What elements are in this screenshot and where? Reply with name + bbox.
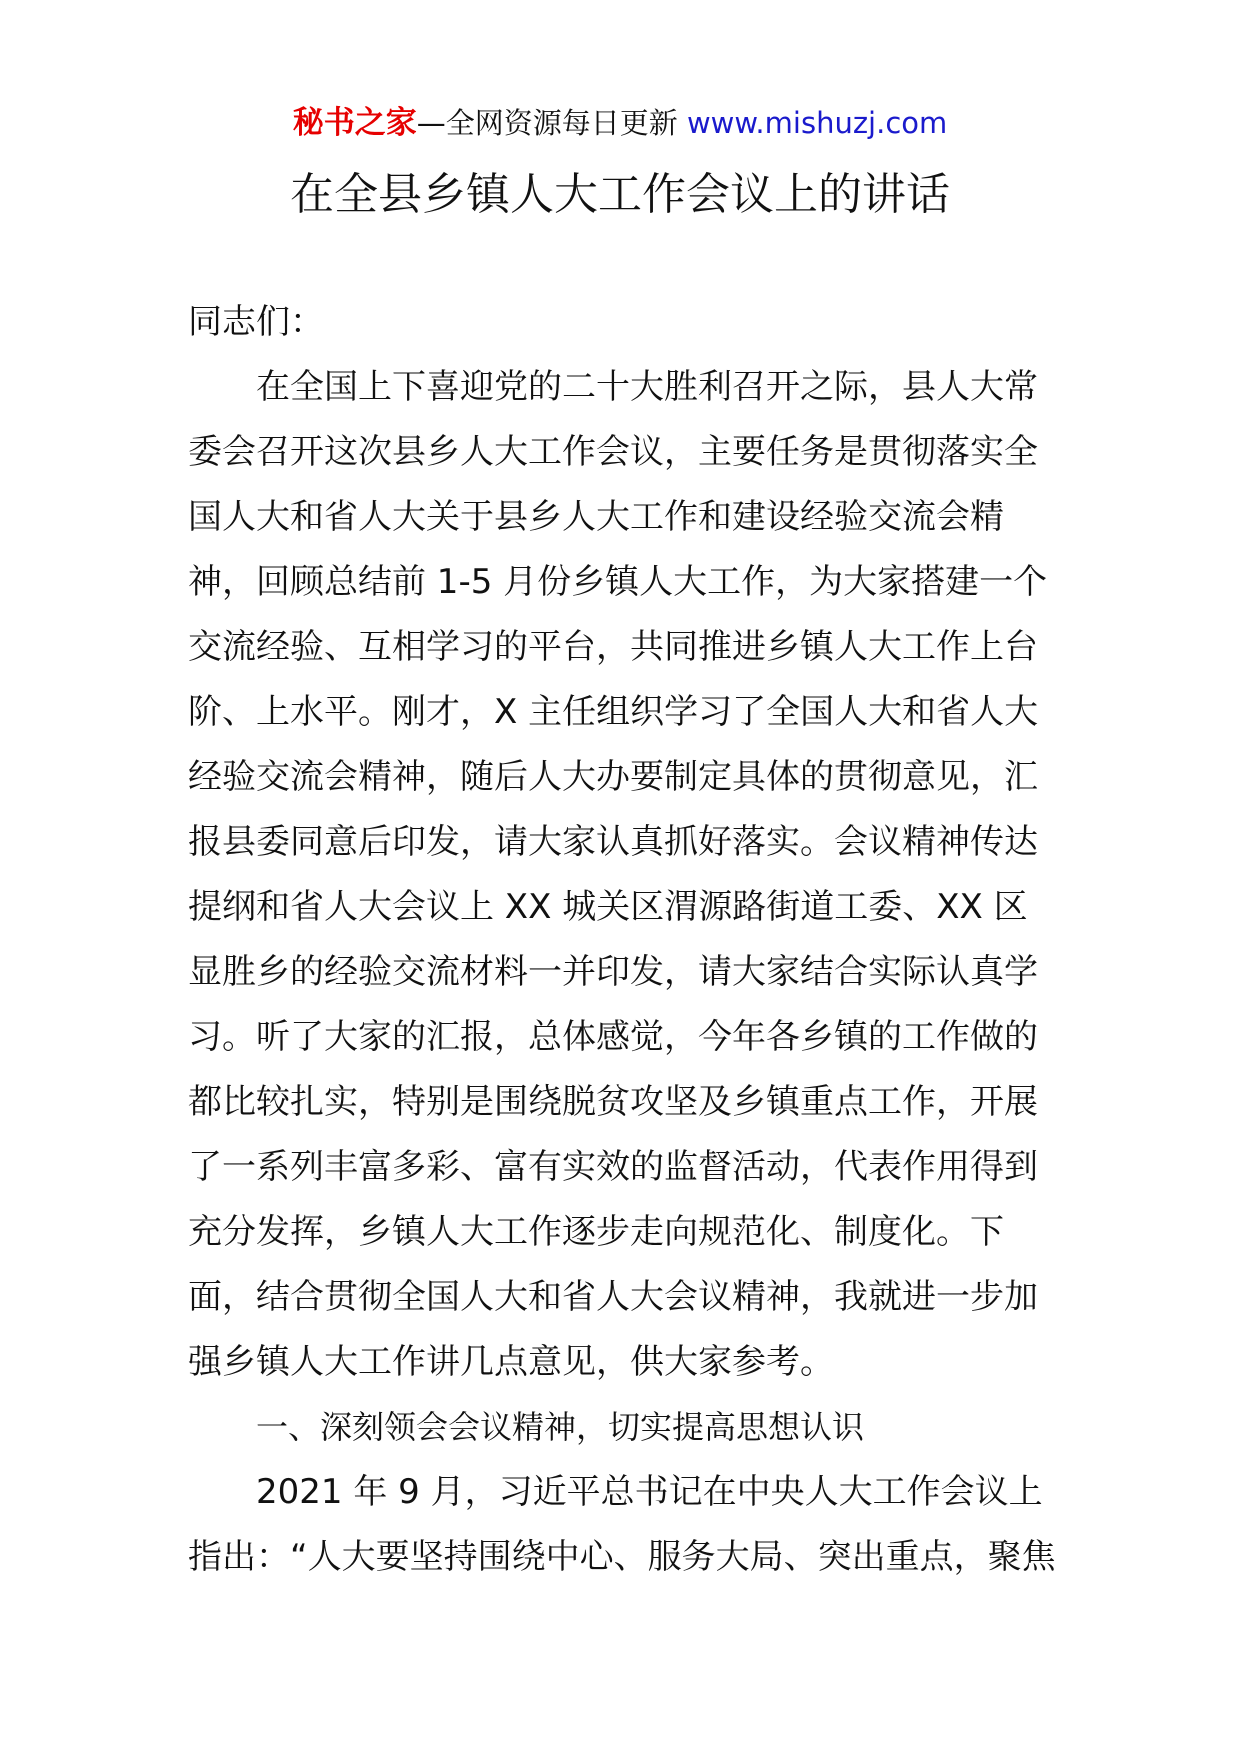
brand-name: 秘书之家: [292, 105, 417, 141]
paragraph: 在全国上下喜迎党的二十大胜利召开之际，县人大常委会召开这次县乡人大工作会议，主要任务是贯彻落实全国人大和省人大关于县乡人大工作和建设经验交流会精神，回顾总结前 1-5 月份乡镇人大工作，为大家搭建一个交流经验、互相学习的平台，共同推进乡镇人大工作上台阶、上水平。刚才，X 主任组织学习了全国人大和省人大经验交流会精神，随后人大办要制定具体的贯彻意见，汇报县委同意后印发，请大家认真抓好落实。会议精神传达提纲和省人大会议上 XX 城关区渭源路街道工委、XX 区显胜乡的经验交流材料一并印发，请大家结合实际认真学习。听了大家的汇报，总体感觉，今年各乡镇的工作做的都比较扎实，特别是围绕脱贫攻坚及乡镇重点工作，开展了一系列丰富多彩、富有实效的监督活动，代表作用得到充分发挥，乡镇人大工作逐步走向规范化、制度化。下面，结合贯彻全国人大和省人大会议精神，我就进一步加强乡镇人大工作讲几点意见，供大家参考。: [188, 367, 1048, 1382]
salutation: 同志们：: [188, 302, 324, 342]
section-heading: 一、深刻领会会议精神，切实提高思想认识: [256, 1408, 865, 1446]
header-tagline: —全网资源每日更新: [416, 106, 687, 140]
paragraph: 2021 年 9 月，习近平总书记在中央人大工作会议上指出：“人大要坚持围绕中心、服务大局、突出重点，聚焦: [188, 1472, 1056, 1577]
document-title: 在全县乡镇人大工作会议上的讲话: [290, 169, 950, 220]
site-header: [0, 98, 1240, 148]
site-url: www.mishuzj.com: [686, 106, 948, 140]
document-body: [188, 290, 1058, 1590]
